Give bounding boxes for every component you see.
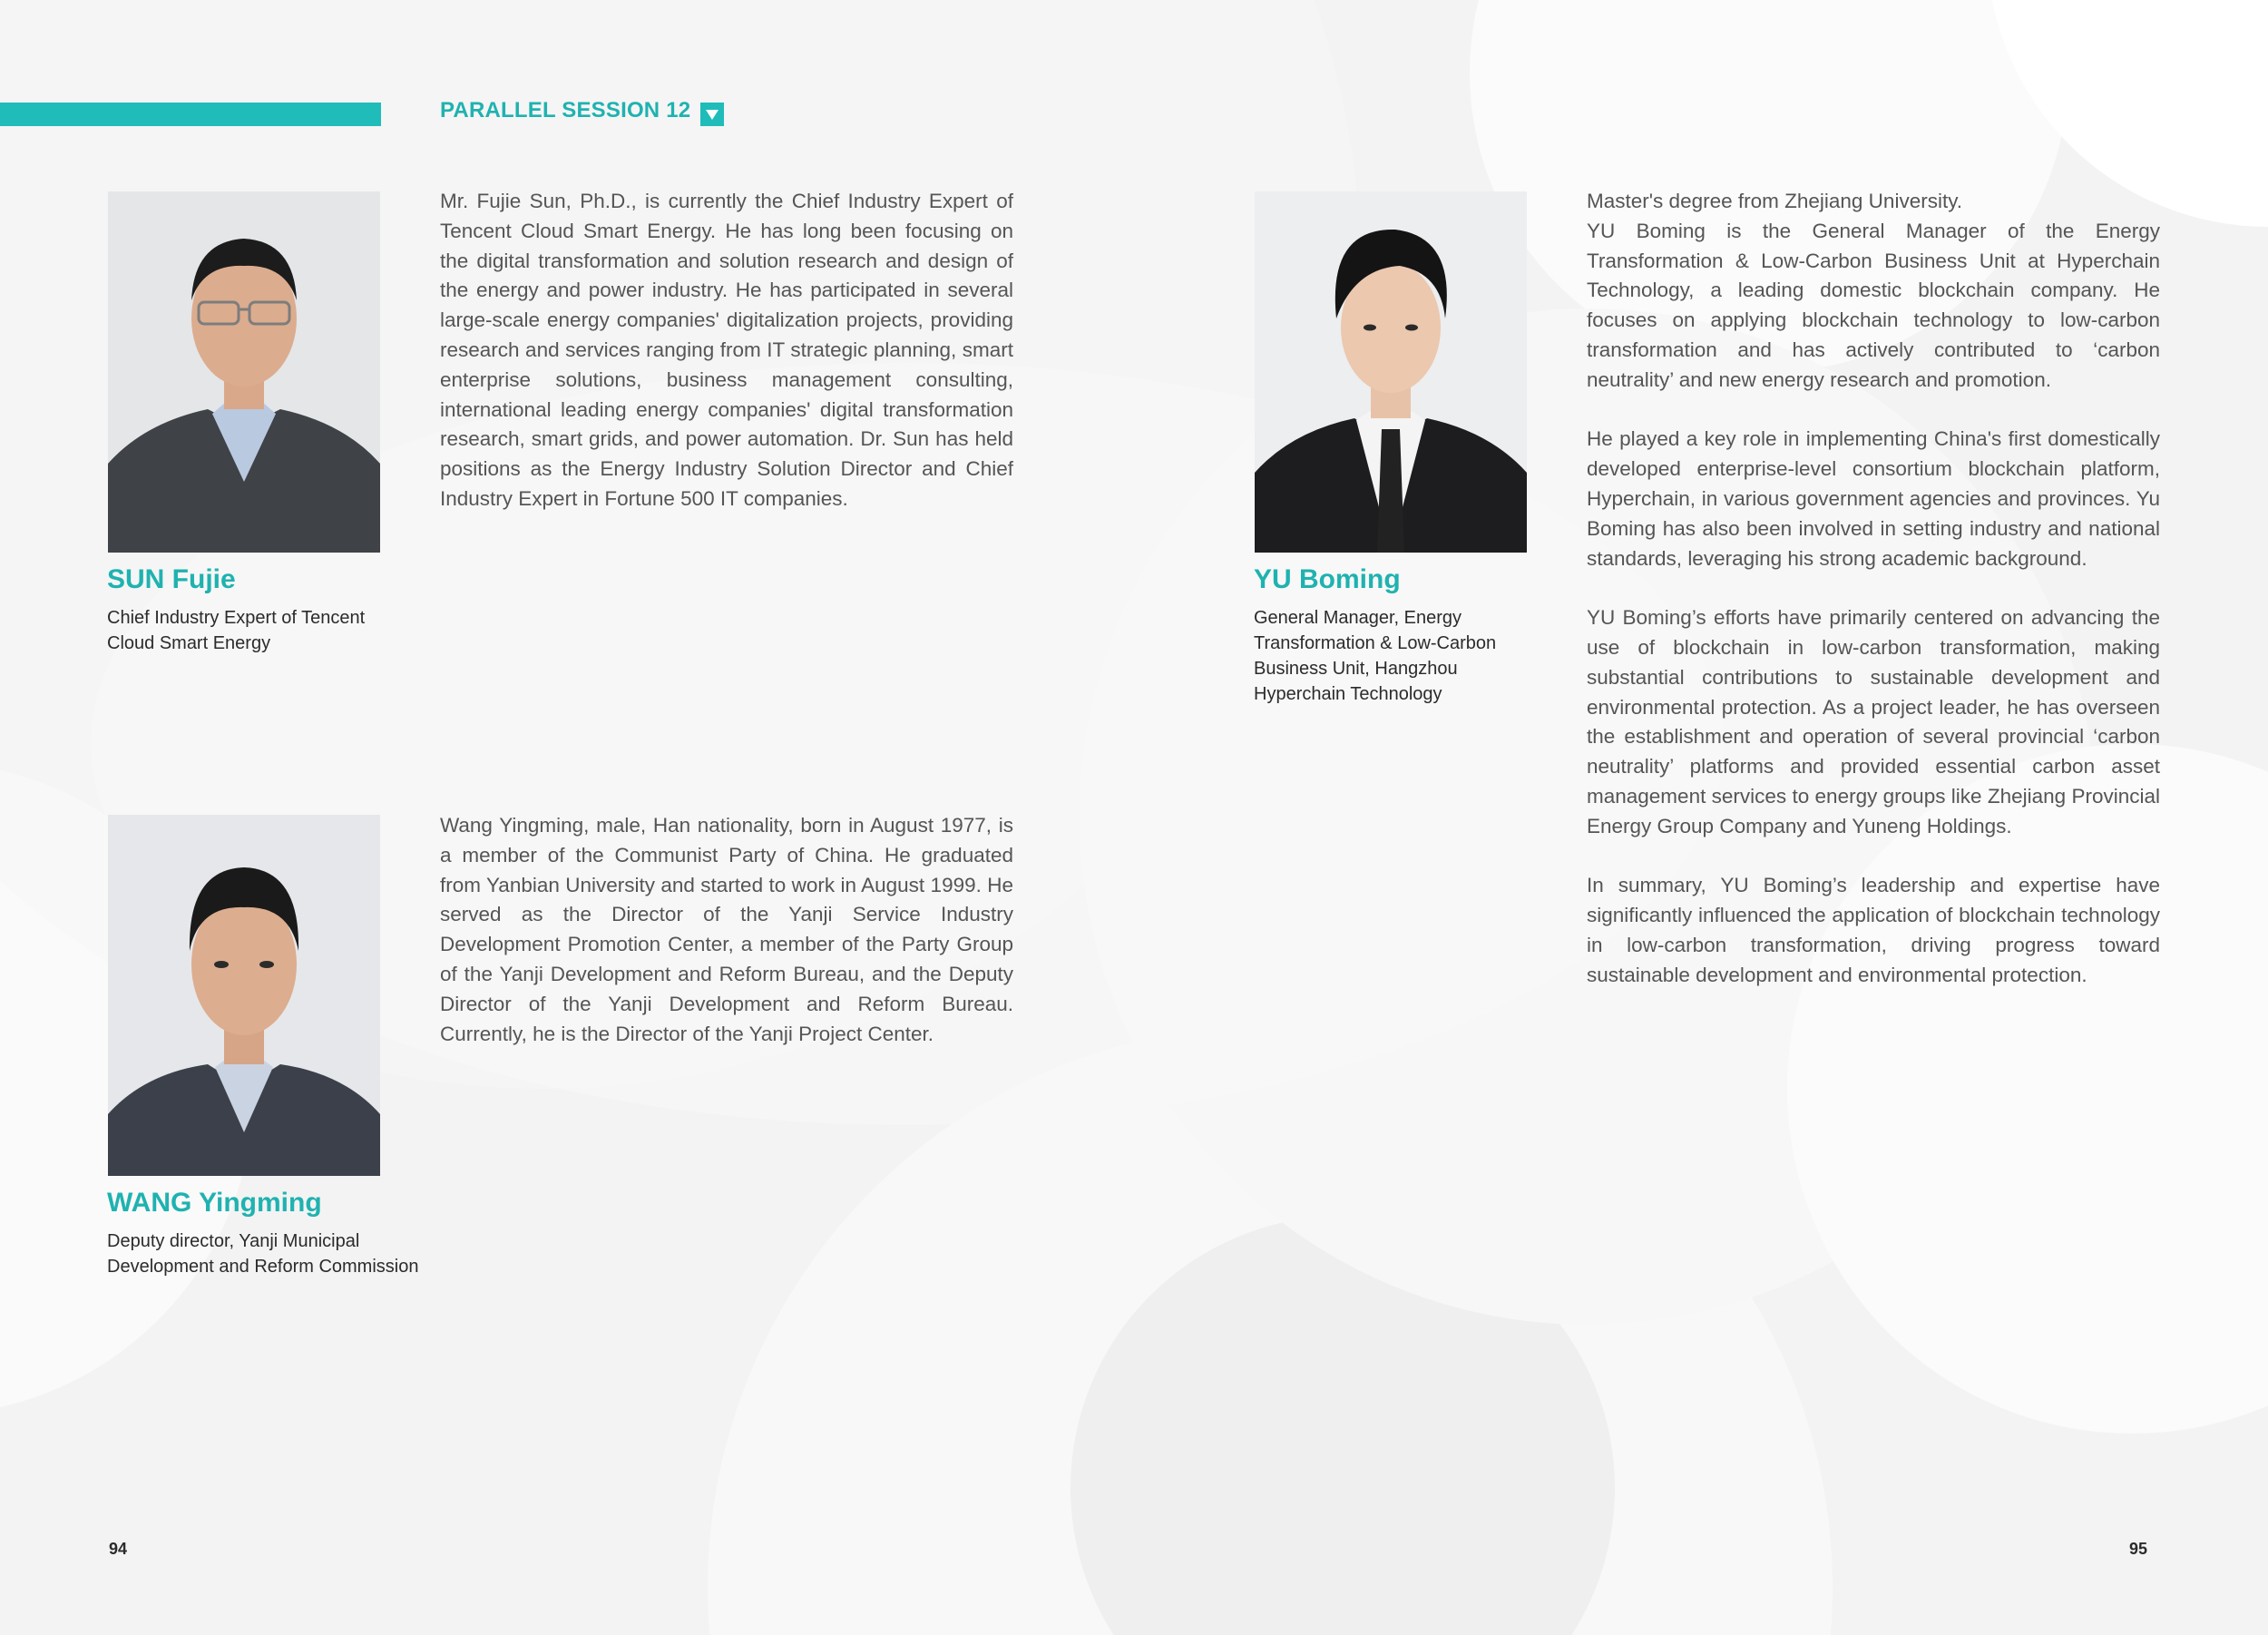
bio-paragraph: YU Boming is the General Manager of the Energy Transformation & Low-Carbon Business Unit at Hyperchain Technology, a leading domestic blockchain company. He focuses on applying blockchain technology to low-carbon transformation and has actively contributed to ‘carbon neutrality’ and new energy research and promotion. <box>1587 219 2160 391</box>
bio-paragraph: Master's degree from Zhejiang University. <box>1587 190 1963 212</box>
bio-paragraph: Mr. Fujie Sun, Ph.D., is currently the Chief Industry Expert of Tencent Cloud Smart Energy. He has long been focusing on the digital transformation and solution research and design of the energy and power industry. He has participated in several large-scale energy companies' digitalization projects, providing research and services ranging from IT strategic planning, smart enterprise solutions, business management consulting, international leading energy companies' digital transformation research, smart grids, and power automation. Dr. Sun has held positions as the Energy Industry Solution Director and Chief Industry Expert in Fortune 500 IT companies. <box>440 190 1013 510</box>
speaker-photo-sun-fujie <box>108 191 380 553</box>
speaker-photo-wang-yingming <box>108 815 380 1176</box>
speaker-bio <box>440 187 1013 514</box>
session-title: PARALLEL SESSION 12 <box>440 98 691 122</box>
page-number-left: 94 <box>109 1540 128 1558</box>
bio-paragraph: YU Boming’s efforts have primarily centered on advancing the use of blockchain in low-carbon transformation, making substantial contributions to sustainable development and environmental protection. As a project leader, he has overseen the establishment and operation of several provincial ‘carbon neutrality’ platforms and provided essential carbon asset management services to energy groups like Zhejiang Provincial Energy Group Company and Yuneng Holdings. <box>1587 606 2160 837</box>
speaker-photo-yu-boming <box>1255 191 1527 553</box>
bio-paragraph: In summary, YU Boming’s leadership and expertise have significantly influenced the application of blockchain technology in low-carbon transformation, driving progress toward sustainable development and environmental protection. <box>1587 874 2160 986</box>
triangle-down-icon <box>700 103 724 126</box>
speaker-role: Deputy director, Yanji Municipal Development and Reform Commission <box>107 1231 419 1277</box>
page-number-right: 95 <box>2129 1540 2148 1558</box>
speaker-name: YU Boming <box>1254 564 1401 594</box>
bio-paragraph: Wang Yingming, male, Han nationality, born in August 1977, is a member of the Communist Party of China. He graduated from Yanbian University and started to work in August 1999. He served as the Director of the Yanji Service Industry Development Promotion Center, a member of the Party Group of the Yanji Development and Reform Bureau, and the Deputy Director of the Yanji Development and Reform Bureau. Currently, he is the Director of the Yanji Project Center. <box>440 814 1013 1045</box>
speaker-bio <box>440 811 1013 1049</box>
bio-paragraph: He played a key role in implementing China's first domestically developed enterprise-level consortium blockchain platform, Hyperchain, in various government agencies and provinces. Yu Boming has also been involved in setting industry and national standards, leveraging his strong academic background. <box>1587 427 2160 570</box>
speaker-role: General Manager, Energy Transformation & Low-Carbon Business Unit, Hangzhou Hyperchain Technology <box>1254 608 1497 704</box>
speaker-bio <box>1587 187 2160 991</box>
speaker-name: WANG Yingming <box>107 1188 322 1218</box>
speaker-role: Chief Industry Expert of Tencent Cloud Smart Energy <box>107 608 366 653</box>
speaker-name: SUN Fujie <box>107 564 236 594</box>
header-accent-bar <box>0 103 381 126</box>
